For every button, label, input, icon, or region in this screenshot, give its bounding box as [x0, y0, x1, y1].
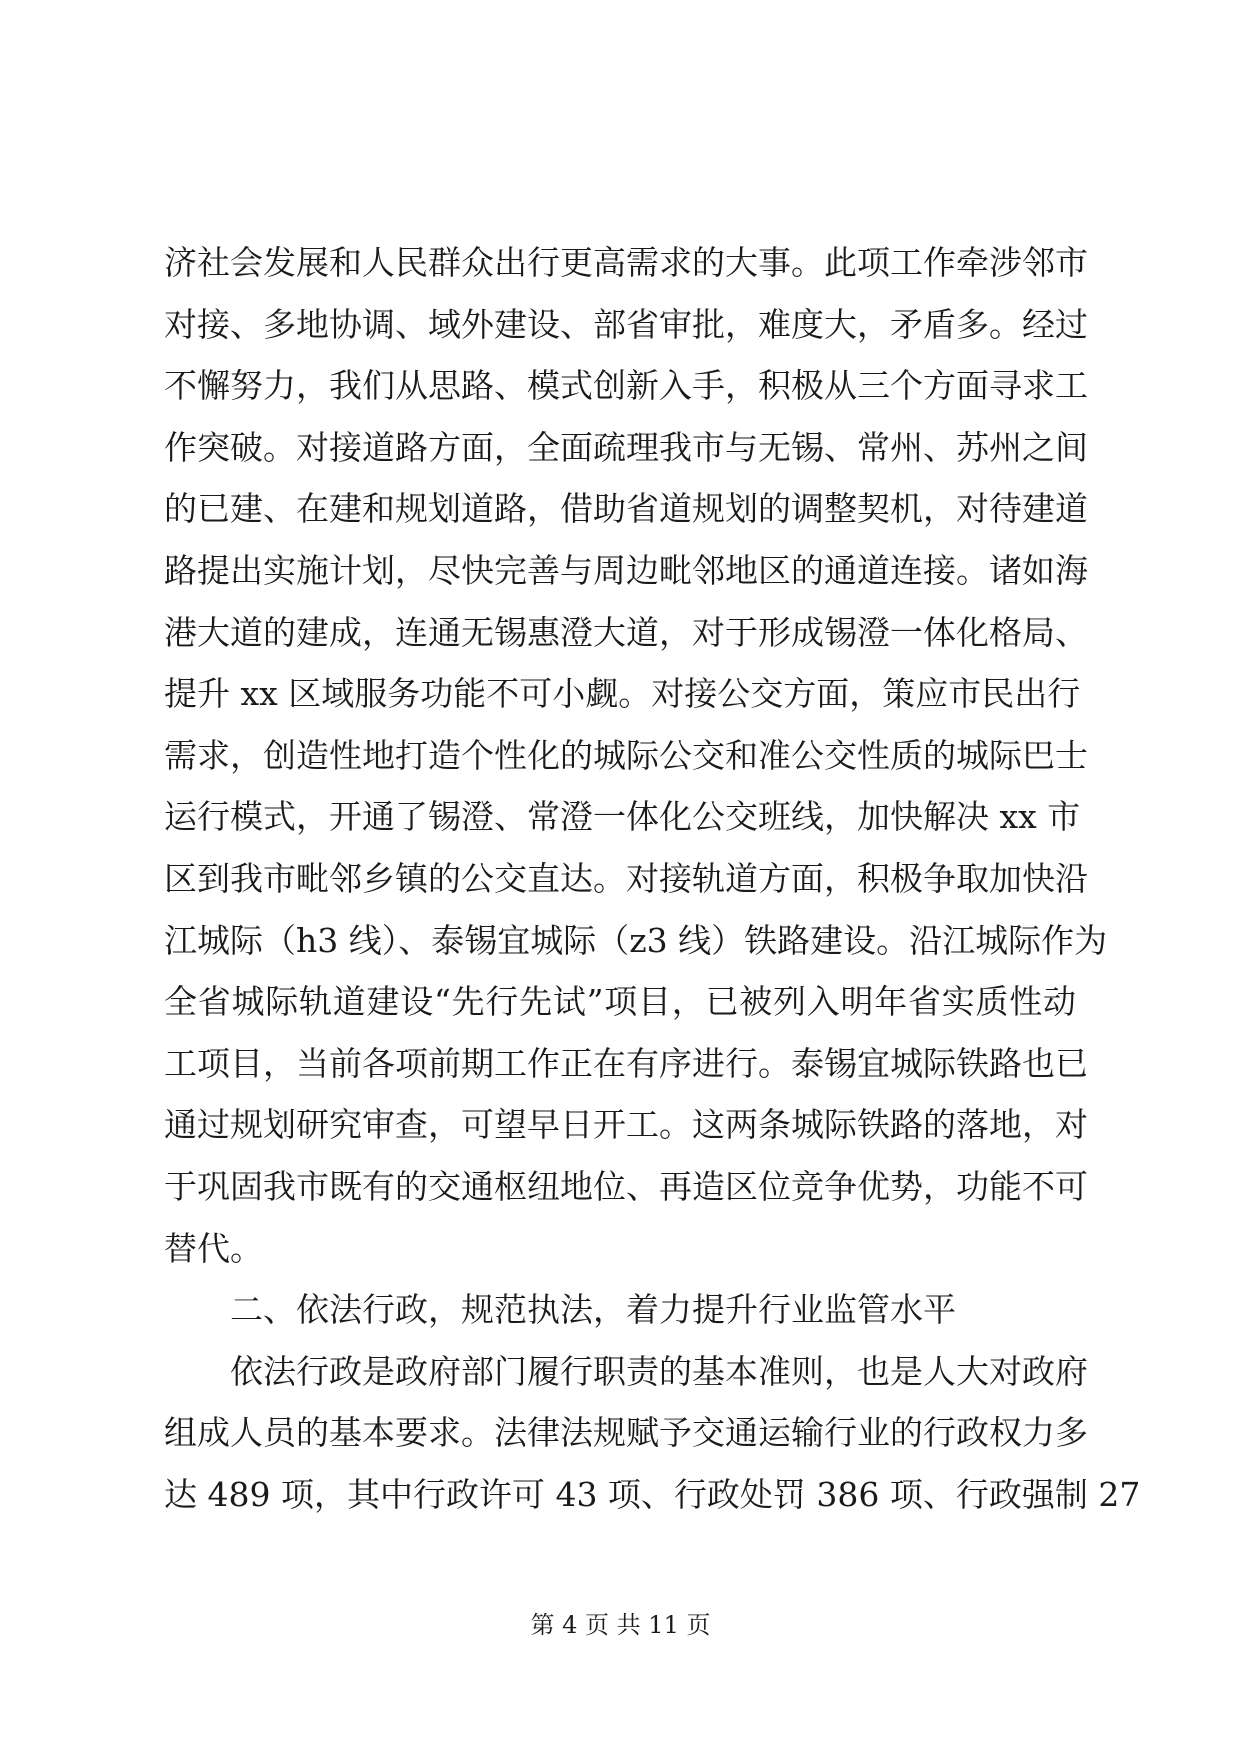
- text-line: 济社会发展和人民群众出行更高需求的大事。此项工作牵涉邻市: [164, 243, 1088, 282]
- text-line: 需求，创造性地打造个性化的城际公交和准公交性质的城际巴士: [164, 735, 1088, 775]
- text-line: 于巩固我市既有的交通枢纽地位、再造区位竞争优势，功能不可: [164, 1166, 1088, 1206]
- text-line: 全省城际轨道建设“先行先试”项目，已被列入明年省实质性动: [164, 982, 1076, 1022]
- text-line: 提升 xx 区域服务功能不可小觑。对接公交方面，策应市民出行: [164, 674, 1081, 714]
- text-line: 达 489 项，其中行政许可 43 项、行政处罚 386 项、行政强制 27: [164, 1474, 1141, 1514]
- text-line: 作突破。对接道路方面，全面疏理我市与无锡、常州、苏州之间: [164, 427, 1088, 467]
- text-line: 运行模式，开通了锡澄、常澄一体化公交班线，加快解决 xx 市: [164, 797, 1081, 837]
- text-line: 对接、多地协调、域外建设、部省审批，难度大，矛盾多。经过: [164, 304, 1088, 344]
- text-line: 区到我市毗邻乡镇的公交直达。对接轨道方面，积极争取加快沿: [164, 858, 1088, 898]
- text-line: 的已建、在建和规划道路，借助省道规划的调整契机，对待建道: [164, 489, 1088, 529]
- text-line: 江城际（h3 线）、泰锡宜城际（z3 线）铁路建设。沿江城际作为: [164, 920, 1108, 960]
- text-line: 不懈努力，我们从思路、模式创新入手，积极从三个方面寻求工: [164, 366, 1088, 406]
- page-number-footer: 第 4 页 共 11 页: [530, 1611, 711, 1639]
- body-text: [164, 232, 1141, 1525]
- section-heading: 二、依法行政，规范执法，着力提升行业监管水平: [230, 1290, 956, 1330]
- text-line: 港大道的建成，连通无锡惠澄大道，对于形成锡澄一体化格局、: [164, 612, 1088, 652]
- text-line: 依法行政是政府部门履行职责的基本准则，也是人大对政府: [230, 1351, 1088, 1391]
- text-line: 替代。: [164, 1228, 263, 1268]
- text-line: 通过规划研究审查，可望早日开工。这两条城际铁路的落地，对: [164, 1105, 1088, 1145]
- text-line: 路提出实施计划，尽快完善与周边毗邻地区的通道连接。诸如海: [164, 550, 1088, 590]
- text-line: 工项目，当前各项前期工作正在有序进行。泰锡宜城际铁路也已: [164, 1043, 1088, 1083]
- text-line: 组成人员的基本要求。法律法规赋予交通运输行业的行政权力多: [164, 1413, 1088, 1453]
